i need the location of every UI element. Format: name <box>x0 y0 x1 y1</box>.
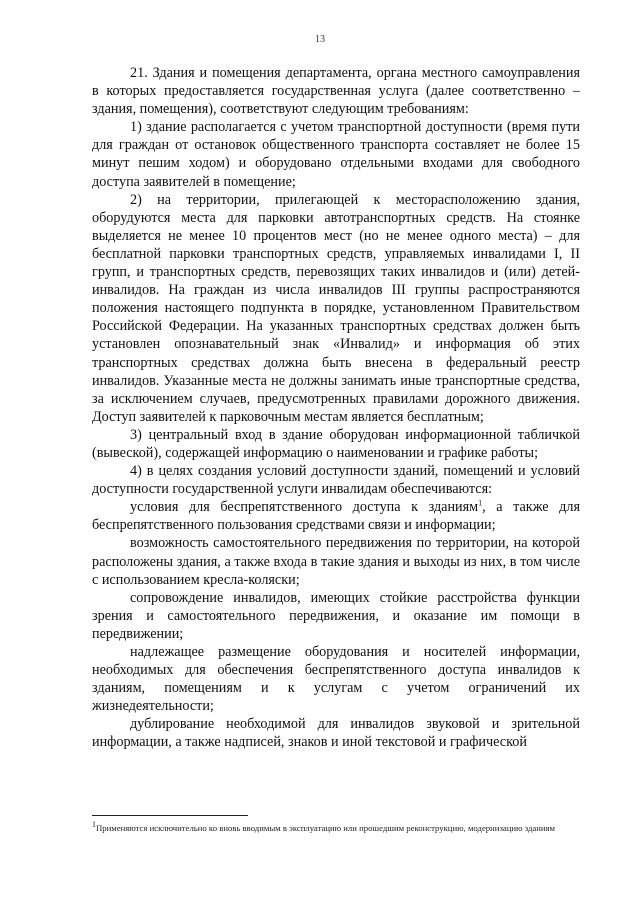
paragraph-21-intro: 21. Здания и помещения департамента, органа местного самоуправления в которых предоставляется государственная услуга (далее соответственно – здания, помещения), соответствуют следующим требованиям: <box>92 65 580 118</box>
condition-item-escort: сопровождение инвалидов, имеющих стойкие расстройства функции зрения и самостоятельного передвижения, и оказание им помощи в передвижении; <box>92 589 580 642</box>
footnote-reference[interactable]: 1 <box>478 498 483 508</box>
condition-item-equipment: надлежащее размещение оборудования и носителей информации, необходимых для обеспечения беспрепятственного доступа инвалидов к зданиям, помещениям и к услугам с учетом ограничений их жизнедеятельности; <box>92 644 580 715</box>
condition-item-duplication: дублирование необходимой для инвалидов звуковой и зрительной информации, а также надписей, знаков и иной текстовой и графической <box>92 716 580 751</box>
condition-text-before-mark: условия для беспрепятственного доступа к зданиям <box>130 499 479 516</box>
footnote-mark: 1 <box>92 820 96 830</box>
condition-text-after-mark: , а также для беспрепятственного пользования средствами связи и информации; <box>92 499 580 534</box>
paragraph-item-3: 3) центральный вход в здание оборудован информационной табличкой (вывеской), содержащей информацию о наименовании и графике работы; <box>92 426 580 461</box>
document-body <box>92 64 580 752</box>
paragraph-item-2: 2) на территории, прилегающей к месторасположению здания, оборудуются места для парковки автотранспортных средств. На стоянке выделяется не менее 10 процентов мест (но не менее одного места) – для бесплатной парковки транспортных средств, управляемых инвалидами I, II групп, и транспортных средств, перевозящих таких инвалидов и (или) детей-инвалидов. На граждан из числа инвалидов III группы распространяются положения настоящего подпункта в порядке, установленном Правительством Российской Федерации. На указанных транспортных средствах должен быть установлен опознавательный знак «Инвалид» и информация об этих транспортных средствах должна быть внесена в федеральный реестр инвалидов. Указанные места не должны занимать иные транспортные средства, за исключением случаев, предусмотренных правилами дорожного движения. Доступ заявителей к парковочным местам является бесплатным; <box>92 191 580 425</box>
paragraph-item-4: 4) в целях создания условий доступности зданий, помещений и условий доступности государственной услуги инвалидам обеспечиваются: <box>92 463 580 498</box>
footnote-divider <box>92 815 248 816</box>
condition-item-access <box>92 498 580 534</box>
footnote <box>92 822 582 834</box>
condition-item-movement: возможность самостоятельного передвижения по территории, на которой расположены здания, а также входа в такие здания и выходы из них, в том числе с использованием кресла-коляски; <box>92 535 580 588</box>
paragraph-item-1: 1) здание располагается с учетом транспортной доступности (время пути для граждан от остановок общественного транспорта составляет не более 15 минут пешим ходом) и оборудовано отдельными входами для свободного доступа заявителей в помещение; <box>92 119 580 190</box>
footnote-text: Применяются исключительно ко вновь вводимым в эксплуатацию или прошедшим реконструкцию, модернизацию зданиям <box>96 823 556 833</box>
page-number: 13 <box>315 34 325 45</box>
